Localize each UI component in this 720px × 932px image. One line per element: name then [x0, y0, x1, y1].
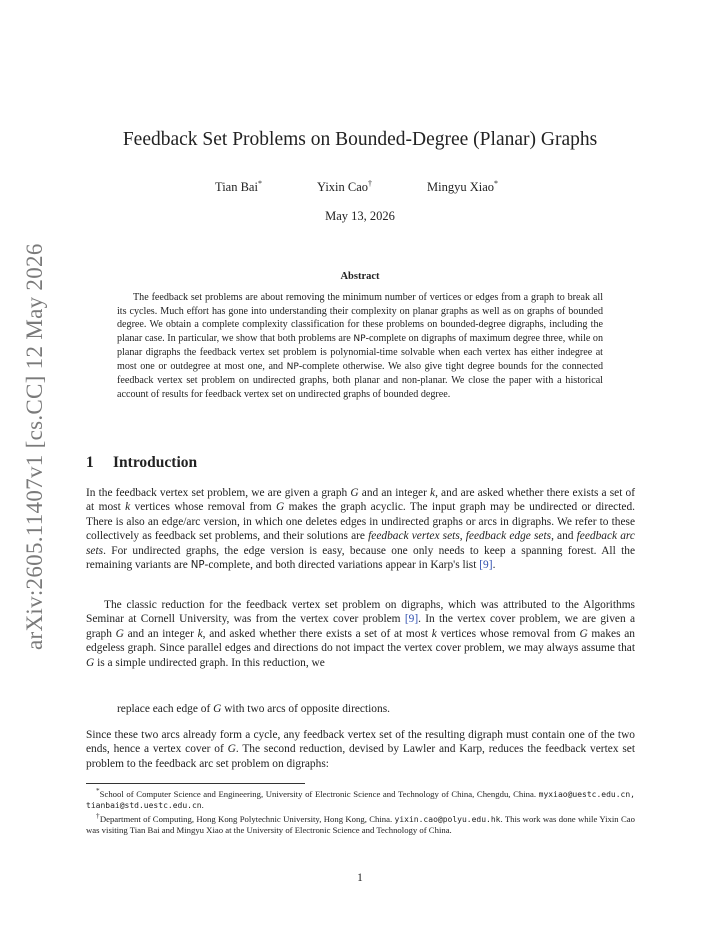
footnote-1 [86, 786, 635, 811]
text: with two arcs of opposite directions. [221, 703, 390, 715]
citation-link[interactable]: [9] [479, 559, 493, 572]
text: . For undirected graphs, the edge version is easy, because one only needs to keep a spanning forest. All the remaining variants are [86, 544, 635, 572]
math-var: G [276, 501, 285, 514]
abstract-text: -complete otherwise. We also give tight degree bounds for the connected feedback vertex set problem on undirected graphs, both planar and non-planar. We close the paper with a historical account of results for feedback vertex set on undirected graphs of bounded degree. [117, 360, 603, 400]
author-3 [427, 179, 498, 195]
abstract-body [117, 291, 603, 401]
text: , and [551, 530, 577, 543]
math-var: G [579, 627, 588, 640]
display-quote [117, 703, 390, 715]
math-var: G [86, 656, 95, 669]
footnote-text: . This work was done while Yixin Cao was visiting Tian Bai and Mingyu Xiao at the University of Electronic Science and Technology of China. [86, 813, 635, 836]
text: , and are asked whether there exists a set of at most [86, 487, 636, 514]
math-var: k [430, 487, 436, 499]
emphasis: feedback arc sets [86, 530, 635, 557]
text: . In the vertex cover problem, we are given a graph [86, 613, 635, 640]
text: vertices whose removal from [436, 627, 580, 640]
author-2 [317, 179, 372, 195]
math-var: k [197, 627, 203, 640]
math-var: G [115, 627, 124, 640]
text: -complete, and both directed variations appear in Karp's list [204, 559, 480, 572]
text: Since these two arcs already form a cycle, any feedback vertex set of the resulting digraph must contain one of the two ends, hence a vertex cover of [86, 729, 635, 756]
emphasis: feedback edge sets [465, 530, 552, 543]
email-address: yixin.cao@polyu.edu.hk [394, 814, 501, 824]
footnote-text: School of Computer Science and Engineering, University of Electronic Science and Technology of China, Chengdu, China. [99, 788, 539, 799]
math-var: k [431, 627, 437, 640]
section-title: Introduction [113, 454, 198, 471]
abstract-text: -complete on digraphs of maximum degree three, while on planar digraphs the feedback vertex set problem is polynomial-time solvable when each vertex has either indegree at most one or outdegree at most one, and [117, 332, 603, 372]
footnote-rule [86, 783, 305, 784]
math-var: G [213, 703, 222, 715]
author-mark: * [257, 179, 262, 188]
text: In the feedback vertex set problem, we are given a graph [86, 487, 351, 499]
np-term: NP [353, 333, 366, 344]
author-list [0, 179, 720, 197]
math-var: k [125, 501, 131, 514]
text: , [459, 530, 466, 543]
text: . The second reduction, devised by Lawler and Karp, reduces the feedback vertex set problem to the feedback arc set problem on digraphs: [86, 743, 636, 770]
np-term: NP [286, 361, 299, 372]
text: makes an edgeless graph. Since parallel edges and directions do not impact the vertex cover problem, we may always assume that [86, 627, 635, 655]
emphasis: feedback vertex sets [368, 530, 460, 543]
text: The classic reduction for the feedback vertex set problem on digraphs, which was attributed to the Algorithms Seminar at Cornell University, was from the vertex cover problem [86, 599, 635, 626]
text: and an integer [123, 627, 198, 640]
np-term: NP [190, 559, 205, 572]
footnote-mark: † [96, 812, 100, 820]
math-var: G [227, 743, 236, 756]
text: vertices whose removal from [130, 501, 276, 514]
abstract-text: The feedback set problems are about removing the minimum number of vertices or edges from a graph to break all its cycles. Much effort has gone into understanding their complexity on planar graphs as well as on graphs of bounded degree. We obtain a complete complexity classification for these problems on bounded-degree digraphs, including the planar case. In particular, we show that both problems are [117, 292, 603, 344]
text: and an integer [358, 487, 431, 499]
paragraph-3 [86, 728, 635, 771]
paragraph-2 [86, 598, 635, 670]
footnote-text: . [201, 800, 204, 811]
author-name: Tian Bai [215, 180, 258, 195]
footnote-2 [86, 811, 635, 836]
paragraph-1 [86, 486, 635, 572]
abstract-heading: Abstract [340, 271, 380, 282]
text: replace each edge of [117, 703, 214, 715]
section-number: 1 [86, 454, 94, 471]
footnote-text: Department of Computing, Hong Kong Polytechnic University, Hong Kong, China. [99, 813, 395, 824]
math-var: G [350, 487, 359, 499]
paper-date: May 13, 2026 [325, 209, 395, 223]
text: . [492, 559, 496, 572]
author-mark: † [368, 179, 373, 188]
email-address: myxiao@uestc.edu.cn, tianbai@std.uestc.edu.cn [86, 789, 635, 811]
text: is a simple undirected graph. In this reduction, we [94, 656, 325, 669]
author-name: Yixin Cao [317, 180, 369, 195]
citation-link[interactable]: [9] [404, 613, 419, 626]
paper-title: Feedback Set Problems on Bounded-Degree (Planar) Graphs [122, 129, 598, 150]
text: makes the graph acyclic. The input graph may be undirected or directed. There is also an edge/arc version, in which one deletes edges in undirected graphs or arcs in digraphs. We refer to these collectively as feedback set problems, and their solutions are [86, 501, 635, 543]
author-name: Mingyu Xiao [427, 180, 495, 195]
page-number: 1 [357, 872, 363, 884]
text: , and asked whether there exists a set of at most [202, 627, 432, 640]
author-mark: * [494, 179, 499, 188]
arxiv-stamp-text: arXiv:2605.11407v1 [cs.CC] 12 May 2026 [22, 243, 47, 650]
author-1 [215, 179, 262, 195]
arxiv-stamp [22, 243, 48, 650]
footnote-mark: * [96, 787, 100, 795]
